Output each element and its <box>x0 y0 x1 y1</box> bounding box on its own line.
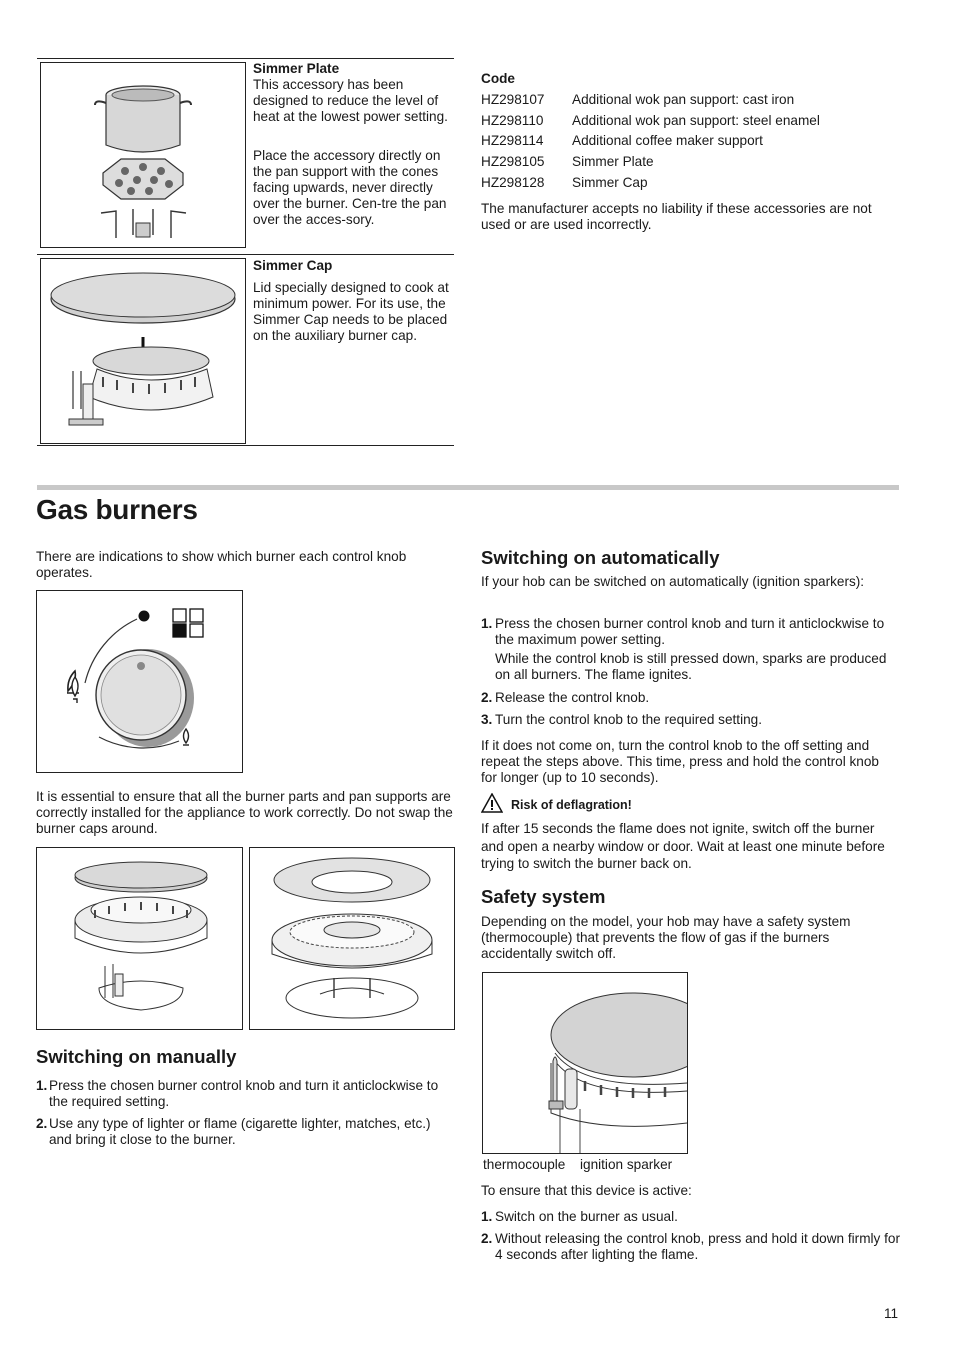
auto-heading: Switching on automatically <box>481 547 720 568</box>
warning-title: Risk of deflagration! <box>511 798 632 812</box>
auto-retry-text: If it does not come on, turn the control knob to the off setting and repeat the steps above. This time, press and hold the control knob for longer (up to 10 seconds). <box>481 738 879 785</box>
code-row <box>481 92 901 109</box>
code-description: Additional coffee maker support <box>572 133 763 148</box>
code-value: HZ298114 <box>481 133 544 148</box>
code-value: HZ298110 <box>481 113 544 128</box>
auto-step-3: Turn the control knob to the required setting. <box>495 712 762 727</box>
step-number: 2. <box>481 690 493 705</box>
simmer-cap-text: Lid specially designed to cook at minimum power. For its use, the Simmer Cap needs to be placed on the auxiliary burner cap. <box>253 280 449 343</box>
code-row <box>481 133 901 150</box>
step-number: 3. <box>481 712 493 727</box>
burner-parts-illustration-2 <box>249 847 455 1030</box>
safety-step-1: Switch on the burner as usual. <box>495 1209 678 1224</box>
manual-step-1: Press the chosen burner control knob and turn it anticlockwise to the required setting. <box>49 1078 439 1109</box>
essential-text: It is essential to ensure that all the burner parts and pan supports are correctly installed for the appliance to work correctly. Do not swap the burner caps around. <box>36 789 453 836</box>
label-ignition-sparker: ignition sparker <box>580 1157 673 1172</box>
code-value: HZ298128 <box>481 175 545 190</box>
simmer-plate-text-1: This accessory has been designed to reduce the level of heat at the lowest power setting. <box>253 77 448 124</box>
page-number: 11 <box>884 1306 899 1321</box>
section-title: Gas burners <box>36 494 198 525</box>
code-value: HZ298107 <box>481 92 545 107</box>
step-number: 1. <box>36 1078 48 1093</box>
simmer-plate-illustration <box>40 62 246 248</box>
code-description: Simmer Cap <box>572 175 648 190</box>
label-thermocouple: thermocouple <box>483 1157 566 1172</box>
code-description: Additional wok pan support: steel enamel <box>572 113 820 128</box>
auto-step-1-note: While the control knob is still pressed down, sparks are produced on all burners. The flame ignites. <box>495 651 887 682</box>
code-description: Simmer Plate <box>572 154 654 169</box>
code-value: HZ298105 <box>481 154 545 169</box>
manual-heading: Switching on manually <box>36 1046 237 1067</box>
step-number: 2. <box>36 1116 48 1131</box>
safety-heading: Safety system <box>481 886 606 907</box>
table-rule-mid <box>37 254 454 255</box>
auto-step-1: Press the chosen burner control knob and turn it anticlockwise to the maximum power setting. <box>495 616 885 647</box>
liability-note: The manufacturer accepts no liability if these accessories are not used or are used incorrectly. <box>481 201 872 232</box>
intro-text: There are indications to show which burner each control knob operates. <box>36 549 407 580</box>
auto-intro: If your hob can be switched on automatically (ignition sparkers): <box>481 574 865 589</box>
warning-icon <box>481 793 503 813</box>
code-row <box>481 175 901 192</box>
simmer-plate-text-2: Place the accessory directly on the pan support with the cones facing upwards, never directly over the burner. Cen-tre the pan over the acces-sory. <box>253 148 447 227</box>
step-number: 2. <box>481 1231 493 1246</box>
step-number: 1. <box>481 1209 493 1224</box>
code-header: Code <box>481 71 515 86</box>
safety-text: Depending on the model, your hob may have a safety system (thermocouple) that prevents the flow of gas if the burners accidentally switch off. <box>481 914 851 961</box>
step-number: 1. <box>481 616 493 631</box>
table-rule-bottom <box>37 445 454 446</box>
safety-step-2: Without releasing the control knob, press and hold it down firmly for 4 seconds after lighting the flame. <box>495 1231 900 1262</box>
burner-parts-illustration-1 <box>36 847 243 1030</box>
control-knob-illustration <box>36 590 243 773</box>
section-divider <box>37 485 899 490</box>
code-row <box>481 154 901 171</box>
simmer-cap-illustration <box>40 258 246 444</box>
warning-text: If after 15 seconds the flame does not ignite, switch off the burner and open a nearby window or door. Wait at least one minute before trying to switch the burner back on. <box>481 821 885 871</box>
code-description: Additional wok pan support: cast iron <box>572 92 795 107</box>
ensure-text: To ensure that this device is active: <box>481 1183 692 1198</box>
thermocouple-illustration <box>482 972 688 1154</box>
auto-step-2: Release the control knob. <box>495 690 650 705</box>
code-row <box>481 113 901 130</box>
simmer-plate-title: Simmer Plate <box>253 61 340 76</box>
table-rule-top <box>37 58 454 59</box>
simmer-cap-title: Simmer Cap <box>253 258 333 273</box>
manual-step-2: Use any type of lighter or flame (cigarette lighter, matches, etc.) and bring it close to the burner. <box>49 1116 431 1147</box>
